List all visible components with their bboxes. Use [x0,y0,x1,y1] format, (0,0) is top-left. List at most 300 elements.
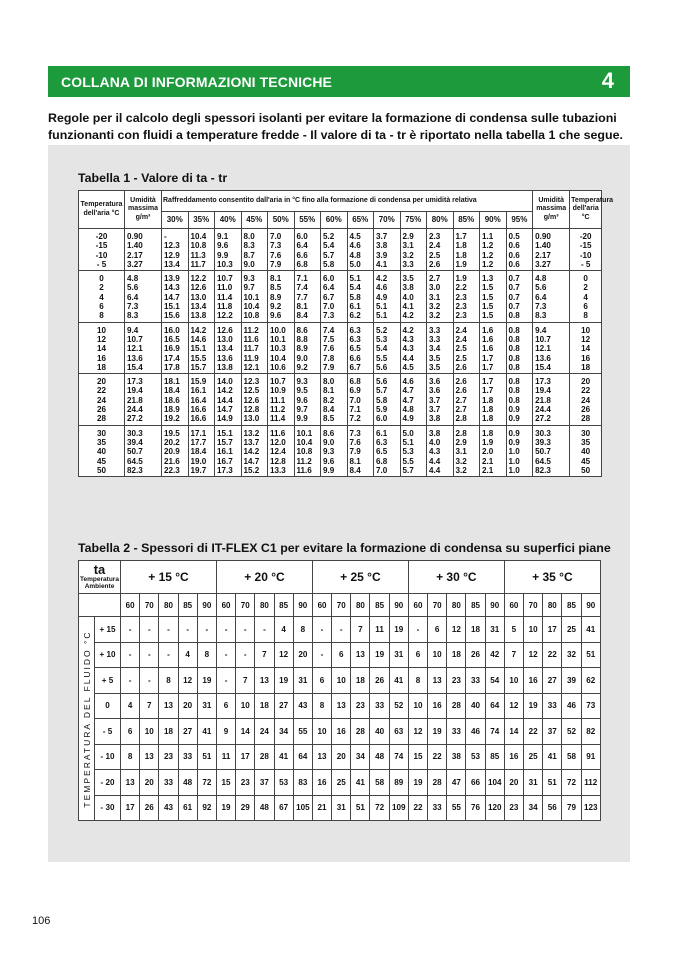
t2-value-cell: 25 [332,770,351,796]
t1-temp-cell-right: -20 -15 -10 - 5 [570,229,602,271]
t2-value-cell: 17 [543,617,562,643]
t1-pct-3: 45% [241,212,268,229]
t1-value-cell: 1.3 1.5 1.5 1.5 1.5 [480,271,507,322]
t2-fluid-temp: + 5 [95,668,121,694]
t1-value-cell: 8.0 8.3 8.7 9.0 [241,229,268,271]
t1-pct-1: 35% [188,212,215,229]
t2-value-cell: 31 [389,642,408,668]
t1-value-cell: 2.4 2.4 2.5 2.5 2.6 [453,322,480,373]
t2-value-cell: 26 [370,668,389,694]
t1-value-cell: 6.8 6.9 7.0 7.1 7.2 [347,374,374,425]
t2-value-cell: 7 [504,642,523,668]
t2-row [79,642,601,668]
t2-value-cell: 18 [159,719,178,745]
t2-row [79,617,601,643]
t2-value-cell: 22 [428,744,447,770]
table2-title: Tabella 2 - Spessori di IT-FLEX C1 per evitare la formazione di condensa su superfici piane [78,541,611,555]
t1-temp-cell: 20 22 24 26 28 [79,374,125,425]
t2-value-cell: 20 [504,770,523,796]
t2-value-cell: 15 [408,744,427,770]
t2-value-cell: - [197,617,216,643]
t2-value-cell: 22 [408,795,427,821]
t1-value-cell: - 12.3 12.9 13.4 [162,229,189,271]
t2-value-cell: 27 [543,668,562,694]
t2-temp-header: + 35 °C [504,561,600,594]
t2-value-cell: 23 [504,795,523,821]
t2-humidity-header: 80 [255,594,274,617]
t2-value-cell: 16 [332,719,351,745]
t2-value-cell: 24 [255,719,274,745]
t2-value-cell: - [312,617,331,643]
t1-value-cell: 2.9 3.1 3.2 3.3 [400,229,427,271]
page-number: 106 [32,915,51,927]
t2-value-cell: 55 [447,795,466,821]
table2 [78,560,601,821]
t2-humidity-header: 85 [466,594,485,617]
t2-value-cell: 18 [447,642,466,668]
t2-value-cell: 27 [178,719,197,745]
t1-value-cell: 12.6 13.0 13.4 13.6 13.8 [215,322,242,373]
t2-row [79,719,601,745]
t1-value-cell: 10.4 10.8 11.3 11.7 [188,229,215,271]
t2-value-cell: 73 [581,693,600,719]
t1-pct-13: 95% [506,212,533,229]
t2-value-cell: 10 [408,693,427,719]
t1-value-cell: 13.9 14.3 14.7 15.1 15.6 [162,271,189,322]
t1-value-cell: 1.9 2.2 2.3 2.3 2.3 [453,271,480,322]
t2-value-cell: 41 [197,719,216,745]
t2-value-cell: 33 [543,693,562,719]
t2-humidity-header: 70 [428,594,447,617]
t1-value-cell: 12.2 12.6 13.0 13.4 13.8 [188,271,215,322]
t2-humidity-header: 70 [524,594,543,617]
t2-value-cell: 72 [197,770,216,796]
t2-value-cell: 34 [524,795,543,821]
t2-value-cell: 11 [216,744,235,770]
t1-value-cell: 15.9 16.1 16.4 16.6 16.6 [188,374,215,425]
t2-value-cell: 25 [562,617,581,643]
t1-group-row [79,374,602,425]
t2-row [79,795,601,821]
t2-value-cell: 34 [351,744,370,770]
t2-fluid-temp: - 30 [95,795,121,821]
t1-value-cell: 7.4 7.5 7.6 7.8 7.9 [321,322,348,373]
t1-value-cell: 1.7 1.7 1.8 1.8 1.8 [480,374,507,425]
t1-value-cell: 5.2 5.4 5.7 5.8 [321,229,348,271]
t2-value-cell: 31 [332,795,351,821]
t2-humidity-header: 85 [178,594,197,617]
t2-value-cell: 8 [121,744,140,770]
t2-value-cell: 62 [581,668,600,694]
t2-value-cell: 20 [332,744,351,770]
t1-header-umid: Umidità massima g/m³ [125,191,162,229]
t2-value-cell: 13 [312,744,331,770]
section-number: 4 [601,68,614,93]
section-banner [48,66,630,97]
t2-humidity-header: 90 [485,594,504,617]
t2-value-cell: 23 [351,693,370,719]
t2-value-cell: 33 [466,668,485,694]
t2-value-cell: 33 [428,795,447,821]
t1-value-cell: 3.3 3.3 3.4 3.5 3.5 [427,322,454,373]
t2-value-cell: 33 [159,770,178,796]
t1-value-cell: 0.8 0.8 0.8 0.9 0.9 [506,374,533,425]
t2-value-cell: 15 [216,770,235,796]
t2-value-cell: 54 [485,668,504,694]
t2-value-cell: 20 [140,770,159,796]
t1-temp-cell-right: 20 22 24 26 28 [570,374,602,425]
t2-humidity-header: 60 [121,594,140,617]
t2-humidity-header: 60 [408,594,427,617]
t2-value-cell: 28 [255,744,274,770]
t2-value-cell: 31 [485,617,504,643]
t2-value-cell: - [332,617,351,643]
t1-value-cell: 12.3 12.5 12.6 12.8 13.0 [241,374,268,425]
t1-value-cell: 2.7 3.0 3.1 3.2 3.2 [427,271,454,322]
t1-umid-cell-right: 4.8 5.6 6.4 7.3 8.3 [533,271,570,322]
t2-value-cell: - [178,617,197,643]
t2-value-cell: 112 [581,770,600,796]
t2-value-cell: 79 [562,795,581,821]
t2-value-cell: 67 [274,795,293,821]
t1-value-cell: 10.7 10.9 11.1 11.2 11.4 [268,374,295,425]
t2-humidity-header: 80 [447,594,466,617]
t2-humidity-header: 85 [274,594,293,617]
t2-value-cell: 33 [447,719,466,745]
t2-vertical-label: TEMPERATURA DEL FLUIDO °C [81,629,92,808]
t2-value-cell: 37 [543,719,562,745]
t1-pct-11: 85% [453,212,480,229]
t1-header-temp-right: Temperatura dell'aria °C [570,191,602,229]
t2-value-cell: - [140,668,159,694]
t1-value-cell: 9.3 9.5 9.6 9.7 9.9 [294,374,321,425]
t2-value-cell: 4 [121,693,140,719]
t1-group-row [79,229,602,271]
t1-pct-0: 30% [162,212,189,229]
t2-value-cell: 8 [159,668,178,694]
t1-value-cell: 10.0 10.1 10.3 10.4 10.6 [268,322,295,373]
t2-value-cell: - [255,617,274,643]
t2-humidity-header: 60 [216,594,235,617]
t1-temp-cell: 10 12 14 16 18 [79,322,125,373]
t2-value-cell: - [121,617,140,643]
t1-value-cell: 4.5 4.6 4.8 5.0 [347,229,374,271]
t1-umid-cell: 0.90 1.40 2.17 3.27 [125,229,162,271]
t1-temp-cell-right: 30 35 40 45 50 [570,425,602,476]
t2-value-cell: 72 [370,795,389,821]
t1-value-cell: 4.2 4.6 4.9 5.1 5.1 [374,271,401,322]
t2-value-cell: 19 [389,617,408,643]
t1-value-cell: 8.1 8.5 8.9 9.2 9.6 [268,271,295,322]
t1-umid-cell: 30.3 39.4 50.7 64.5 82.3 [125,425,162,476]
t2-value-cell: 31 [197,693,216,719]
t2-value-cell: 18 [466,617,485,643]
t2-value-cell: 20 [293,642,312,668]
t2-humidity-header: 60 [312,594,331,617]
t2-value-cell: 13 [140,744,159,770]
t1-value-cell: 4.6 4.7 4.7 4.8 4.9 [400,374,427,425]
t2-value-cell: 42 [485,642,504,668]
t2-value-cell: 6 [216,693,235,719]
t2-value-cell: 8 [408,668,427,694]
t1-pct-5: 55% [294,212,321,229]
t2-value-cell: 10 [504,668,523,694]
t2-humidity-header: 70 [236,594,255,617]
t2-row [79,668,601,694]
t2-value-cell: 5 [504,617,523,643]
t2-value-cell: 48 [370,744,389,770]
t2-value-cell: 74 [485,719,504,745]
t2-value-cell: 26 [466,642,485,668]
t2-value-cell: 16 [428,693,447,719]
t2-value-cell: 8 [197,642,216,668]
t1-value-cell: 16.0 16.5 16.9 17.4 17.8 [162,322,189,373]
t2-value-cell: 6 [312,668,331,694]
t2-value-cell: - [236,617,255,643]
t1-pct-8: 70% [374,212,401,229]
t1-value-cell: 10.1 10.4 10.8 11.2 11.6 [294,425,321,476]
t2-value-cell: 23 [447,668,466,694]
t2-value-cell: 14 [236,719,255,745]
t2-value-cell: 26 [140,795,159,821]
t1-value-cell: 5.2 5.3 5.4 5.5 5.6 [374,322,401,373]
t2-value-cell: 10 [524,617,543,643]
t2-value-cell: 4 [274,617,293,643]
t2-value-cell: 27 [274,693,293,719]
t2-value-cell: 12 [524,642,543,668]
t2-humidity-header: 90 [293,594,312,617]
t2-value-cell: 31 [524,770,543,796]
t1-value-cell: 14.0 14.2 14.4 14.7 14.9 [215,374,242,425]
t2-value-cell: 33 [370,693,389,719]
t2-value-cell: 41 [351,770,370,796]
t2-value-cell: 16 [524,668,543,694]
t1-value-cell: 6.1 6.3 6.5 6.8 7.0 [374,425,401,476]
t2-value-cell: 51 [543,770,562,796]
t1-value-cell: 1.6 1.6 1.6 1.7 1.7 [480,322,507,373]
t1-temp-cell-right: 0 2 4 6 8 [570,271,602,322]
t1-value-cell: 4.2 4.3 4.3 4.4 4.5 [400,322,427,373]
t1-value-cell: 19.5 20.2 20.9 21.6 22.3 [162,425,189,476]
t2-fluid-temp: - 10 [95,744,121,770]
t2-value-cell: 19 [274,668,293,694]
t2-row [79,693,601,719]
t2-value-cell: 7 [140,693,159,719]
t2-value-cell: 52 [562,719,581,745]
t2-value-cell: 53 [274,770,293,796]
t1-pct-6: 60% [321,212,348,229]
t2-humidity-header: 80 [159,594,178,617]
t1-value-cell: 1.8 1.9 2.0 2.1 2.1 [480,425,507,476]
intro-paragraph: Regole per il calcolo degli spessori isolanti per evitare la formazione di condensa sulle tubazioni funzionanti con fluidi a temperature fredde - Il valore di ta - tr è riportato nella tabella 1 che segue. [48,111,623,142]
t2-value-cell: 43 [293,693,312,719]
t2-value-cell: - [312,642,331,668]
t1-value-cell: 3.7 3.8 3.9 4.1 [374,229,401,271]
t2-value-cell: 14 [504,719,523,745]
table1-title: Tabella 1 - Valore di ta - tr [78,171,228,185]
t2-value-cell: 58 [370,770,389,796]
t2-value-cell: 10 [236,693,255,719]
t2-value-cell: 46 [562,693,581,719]
t1-umid-cell-right: 9.4 10.7 12.1 13.6 15.4 [533,322,570,373]
t1-group-row [79,425,602,476]
t1-value-cell: 7.0 7.3 7.6 7.9 [268,229,295,271]
t2-value-cell: 28 [351,719,370,745]
t2-value-cell: - [408,617,427,643]
t1-value-cell: 18.1 18.4 18.6 18.9 19.2 [162,374,189,425]
t2-humidity-header: 80 [351,594,370,617]
t2-value-cell: - [216,617,235,643]
t1-value-cell: 11.2 11.6 11.7 11.9 12.1 [241,322,268,373]
t2-value-cell: 12 [447,617,466,643]
t2-value-cell: 31 [293,668,312,694]
t1-value-cell: 5.0 5.1 5.3 5.5 5.7 [400,425,427,476]
t2-value-cell: 23 [159,744,178,770]
t2-value-cell: 48 [255,795,274,821]
t2-value-cell: 39 [562,668,581,694]
t1-value-cell: 5.6 5.7 5.8 5.9 6.0 [374,374,401,425]
t2-value-cell: 6 [428,617,447,643]
t2-value-cell: 51 [581,642,600,668]
t1-value-cell: 0.7 0.7 0.7 0.7 0.8 [506,271,533,322]
t2-value-cell: 13 [351,642,370,668]
t1-umid-cell-right: 30.3 39.3 50.7 64.5 82.3 [533,425,570,476]
t2-value-cell: 13 [159,693,178,719]
t2-value-cell: 7 [255,642,274,668]
t2-humidity-header: 70 [140,594,159,617]
t2-value-cell: 56 [543,795,562,821]
t1-umid-cell-right: 0.90 1.40 2.17 3.27 [533,229,570,271]
t2-value-cell: 40 [466,693,485,719]
t2-corner-label: Temperatura Ambiente [80,576,119,590]
t1-value-cell: 9.1 9.6 9.9 10.3 [215,229,242,271]
t1-value-cell: 8.6 8.8 8.9 9.0 9.2 [294,322,321,373]
t1-value-cell: 7.1 7.4 7.7 8.1 8.4 [294,271,321,322]
t2-value-cell: 55 [293,719,312,745]
t2-value-cell: 19 [370,642,389,668]
t2-value-cell: 16 [312,770,331,796]
t2-corner-ta: ta [93,562,106,577]
t2-row [79,744,601,770]
t2-humidity-header: 90 [389,594,408,617]
t2-value-cell: 11 [370,617,389,643]
t2-value-cell: 83 [293,770,312,796]
t2-value-cell: 23 [236,770,255,796]
t2-value-cell: - [159,642,178,668]
t2-value-cell: 41 [274,744,293,770]
t2-value-cell: 10 [140,719,159,745]
t1-umid-cell: 9.4 10.7 12.1 13.6 15.4 [125,322,162,373]
t2-value-cell: - [236,642,255,668]
t1-value-cell: 14.2 14.6 15.1 15.5 15.7 [188,322,215,373]
t2-value-cell: 38 [447,744,466,770]
t1-value-cell: 17.1 17.7 18.4 19.0 19.7 [188,425,215,476]
t2-value-cell: 7 [351,617,370,643]
t2-value-cell: 8 [293,617,312,643]
t1-value-cell: 2.8 2.9 3.1 3.2 3.2 [453,425,480,476]
t2-value-cell: 46 [466,719,485,745]
t1-value-cell: 10.7 11.0 11.4 11.8 12.2 [215,271,242,322]
t1-header-temp: Temperatura dell'aria °C [79,191,125,229]
t1-temp-cell: 30 35 40 45 50 [79,425,125,476]
t2-value-cell: 123 [581,795,600,821]
t2-value-cell: 105 [293,795,312,821]
t2-value-cell: 63 [389,719,408,745]
t2-value-cell: 16 [504,744,523,770]
t2-value-cell: 53 [466,744,485,770]
t1-group-row [79,322,602,373]
t1-group-row [79,271,602,322]
t2-value-cell: 52 [389,693,408,719]
t1-pct-2: 40% [215,212,242,229]
t2-value-cell: 18 [351,668,370,694]
t2-value-cell: 6 [332,642,351,668]
t2-value-cell: 19 [428,719,447,745]
t2-value-cell: 13 [255,668,274,694]
t2-vertical-label-cell [79,617,95,821]
t2-value-cell: 104 [485,770,504,796]
t2-value-cell: - [121,642,140,668]
t1-header-umid-right: Umidità massima g/m³ [533,191,570,229]
t2-value-cell: 17 [121,795,140,821]
t2-value-cell: 51 [351,795,370,821]
t2-value-cell: - [216,642,235,668]
t2-value-cell: 6 [121,719,140,745]
t2-value-cell: 18 [255,693,274,719]
t2-value-cell: 19 [216,795,235,821]
t1-value-cell: 11.6 12.0 12.4 12.8 13.3 [268,425,295,476]
t2-value-cell: 48 [178,770,197,796]
t1-pct-10: 80% [427,212,454,229]
t2-value-cell: 12 [178,668,197,694]
t2-value-cell: 4 [178,642,197,668]
t2-value-cell: 21 [312,795,331,821]
t2-value-cell: 13 [428,668,447,694]
t2-value-cell: 19 [408,770,427,796]
t1-value-cell: 3.8 4.0 4.3 4.4 4.4 [427,425,454,476]
t2-humidity-header: 90 [197,594,216,617]
t2-value-cell: 13 [121,770,140,796]
t1-pct-7: 65% [347,212,374,229]
t1-value-cell: 0.8 0.8 0.8 0.8 0.8 [506,322,533,373]
t2-humidity-header: 85 [370,594,389,617]
t1-value-cell: 0.5 0.6 0.6 0.6 [506,229,533,271]
t2-humidity-header: 70 [332,594,351,617]
t2-value-cell: 34 [274,719,293,745]
t1-umid-cell: 4.8 5.6 6.4 7.3 8.3 [125,271,162,322]
t2-value-cell: 25 [524,744,543,770]
t2-fluid-temp: - 5 [95,719,121,745]
t2-value-cell: 19 [197,668,216,694]
t1-pct-9: 75% [400,212,427,229]
t2-temp-header: + 30 °C [408,561,504,594]
t2-value-cell: - [216,668,235,694]
t2-temp-header: + 15 °C [121,561,217,594]
t2-value-cell: 82 [581,719,600,745]
t1-value-cell: 5.1 5.4 5.8 6.1 6.2 [347,271,374,322]
t1-temp-cell: 0 2 4 6 8 [79,271,125,322]
t1-value-cell: 1.1 1.2 1.2 1.2 [480,229,507,271]
t1-value-cell: 7.3 7.6 7.9 8.1 8.4 [347,425,374,476]
t2-humidity-header: 80 [543,594,562,617]
t2-value-cell: 85 [485,744,504,770]
t2-value-cell: 17 [236,744,255,770]
t2-value-cell: 43 [159,795,178,821]
t1-value-cell: 2.6 2.6 2.7 2.7 2.8 [453,374,480,425]
t2-value-cell: 33 [178,744,197,770]
t2-value-cell: 61 [178,795,197,821]
t2-row [79,770,601,796]
